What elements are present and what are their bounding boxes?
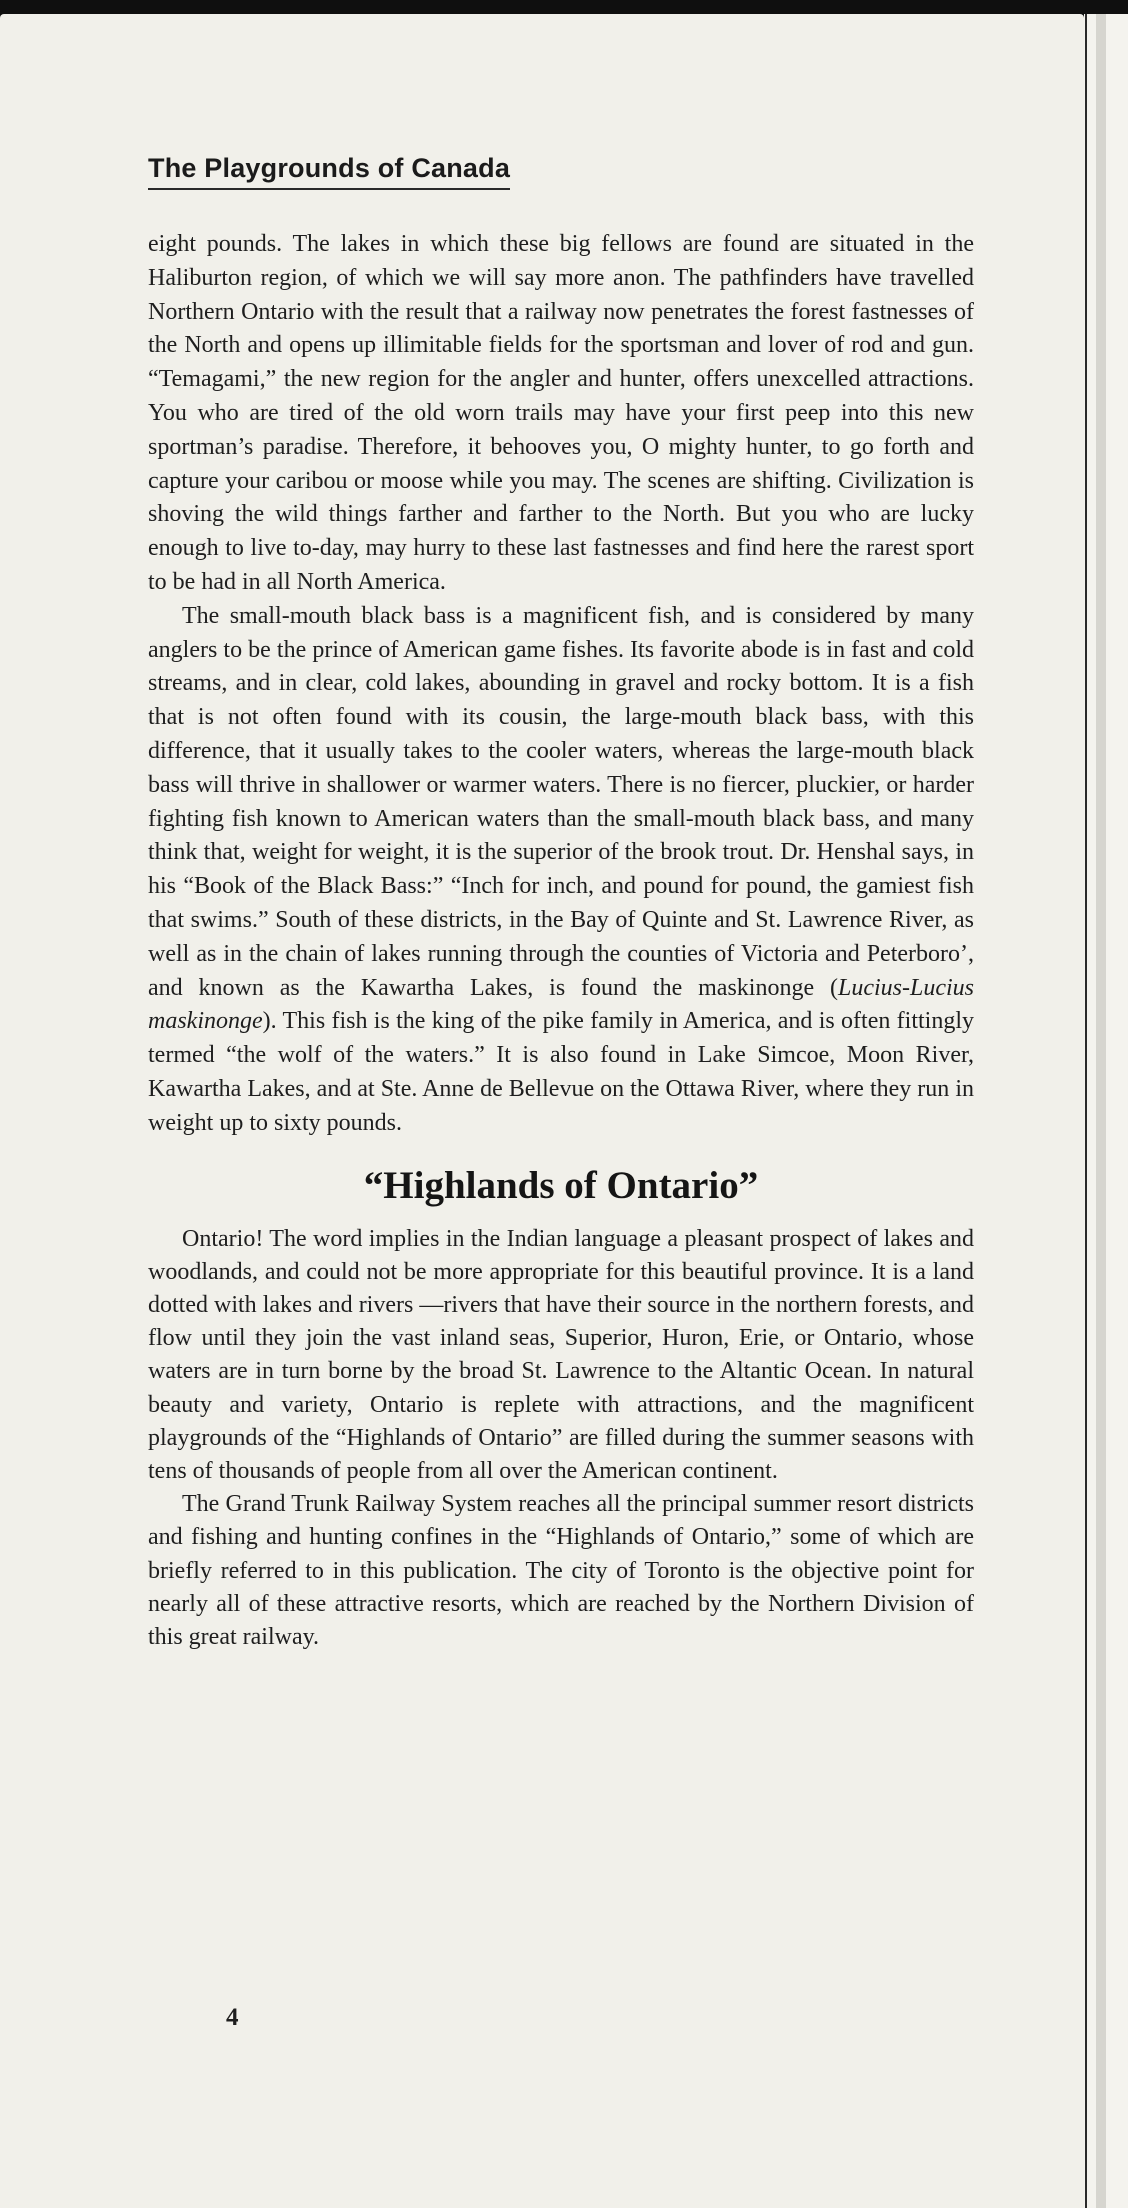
page-number: 4 (226, 2004, 239, 2031)
page-edge (1084, 14, 1128, 2208)
page-body (148, 228, 974, 1654)
paragraph-2-text-a: The small-mouth black bass is a magnificent fish, and is considered by many anglers to be the prince of American game fishes. Its favorite abode is in fast and cold streams, and in clear, cold lakes, abounding in gravel and rocky bottom. It is a fish that is not often found with its cousin, the large-mouth black bass, with this difference, that it usually takes to the cooler waters, whereas the large-mouth black bass will thrive in shallower or warmer waters. There is no fiercer, pluckier, or harder fighting fish known to American waters than the small-mouth black bass, and many think that, weight for weight, it is the superior of the brook trout. Dr. Henshal says, in his “Book of the Black Bass:” “Inch for inch, and pound for pound, the gamiest fish that swims.” South of these districts, in the Bay of Quinte and St. Lawrence River, as well as in the chain of lakes running through the counties of Victoria and Peterboro’, and known as the Kawartha Lakes, is found the maskinonge ( (148, 602, 974, 1001)
paragraph-4: The Grand Trunk Railway System reaches all the principal summer resort districts and fishing and hunting confines in the “Highlands of Ontario,” some of which are briefly referred to in this publication. The city of Toronto is the objective point for nearly all of these attractive resorts, which are reached by the Northern Division of this great railway. (148, 1491, 974, 1650)
running-header: The Playgrounds of Canada (148, 153, 511, 183)
paragraph-2 (148, 600, 974, 1141)
paragraph-2-text-b: ). This fish is the king of the pike family in America, and is often fittingly termed “the wolf of the waters.” It is also found in Lake Simcoe, Moon River, Kawartha Lakes, and at Ste. Anne de Bellevue on the Ottawa River, where they run in weight up to sixty pounds. (148, 1008, 974, 1136)
paragraph-3: Ontario! The word implies in the Indian language a pleasant prospect of lakes and woodlands, and could not be more appropriate for this beautiful province. It is a land dotted with lakes and rivers —rivers that have their source in the northern forests, and flow until they join the vast inland seas, Superior, Huron, Erie, or Ontario, whose waters are in turn borne by the broad St. Lawrence to the Altantic Ocean. In natural beauty and variety, Ontario is replete with attractions, and the magnificent playgrounds of the “Highlands of Ontario” are filled during the summer seasons with tens of thousands of people from all over the American continent. (148, 1225, 974, 1484)
latin-name: Lucius-Lucius maskinonge (148, 974, 974, 1035)
section-heading: “Highlands of Ontario” (363, 1163, 759, 1207)
paragraph-1: eight pounds. The lakes in which these big fellows are found are situated in the Haliburton region, of which we will say more anon. The pathfinders have travelled Northern Ontario with the result that a railway now penetrates the forest fastnesses of the North and opens up illimitable fields for the sportsman and lover of rod and gun. “Temagami,” the new region for the angler and hunter, offers unexcelled attractions. You who are tired of the old worn trails may have your first peep into this new sportman’s paradise. Therefore, it behooves you, O mighty hunter, to go forth and capture your caribou or moose while you may. The scenes are shifting. Civilization is shoving the wild things farther and farther to the North. But you who are lucky enough to live to-day, may hurry to these last fastnesses and find here the rarest sport to be had in all North America. (148, 231, 974, 595)
